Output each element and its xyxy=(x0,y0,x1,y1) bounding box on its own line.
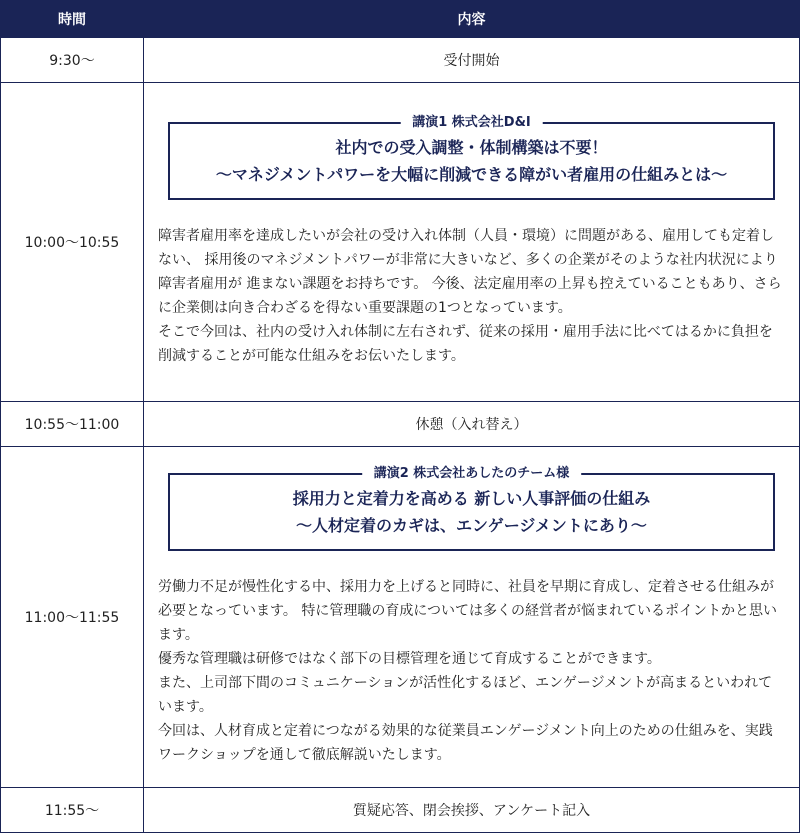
session2-para1: 労働力不足が慢性化する中、採用力を上げると同時に、社員を早期に育成し、定着させる仕組みが必要となっています。 特に管理職の育成については多くの経営者が悩まれているポイントかと思います。 xyxy=(158,578,778,643)
session1-time: 10:00～10:55 xyxy=(1,83,144,402)
session1-title-box xyxy=(168,114,775,200)
closing-time: 11:55～ xyxy=(1,788,144,833)
session1-label: 講演1 株式会社D&I xyxy=(400,114,543,132)
session2-time: 11:00～11:55 xyxy=(1,447,144,788)
closing-text: 質疑応答、閉会挨拶、アンケート記入 xyxy=(144,788,800,833)
reception-text: 受付開始 xyxy=(144,38,800,83)
session2-label: 講演2 株式会社あしたのチーム様 xyxy=(362,465,582,483)
session2-para4: 今回は、人材育成と定着につながる効果的な従業員エンゲージメント向上のための仕組みを、実践ワークショップを通して徹底解説いたします。 xyxy=(158,722,773,763)
header-content: 内容 xyxy=(144,1,800,38)
session2-title-box xyxy=(168,465,775,551)
row-closing xyxy=(1,788,800,833)
session2-para3: また、上司部下間のコミュニケーションが活性化するほど、エンゲージメントが高まるといわれています。 xyxy=(158,674,773,715)
header-time: 時間 xyxy=(1,1,144,38)
session1-cell xyxy=(144,83,800,402)
row-break xyxy=(1,402,800,447)
session2-title-line2: ～人材定着のカギは、エンゲージメントにあり～ xyxy=(296,515,647,535)
session1-title-line1: 社内での受入調整・体制構築は不要！ xyxy=(335,137,608,157)
row-reception xyxy=(1,38,800,83)
header-row xyxy=(1,1,800,38)
reception-time: 9:30～ xyxy=(1,38,144,83)
row-session2 xyxy=(1,447,800,788)
session2-para2: 優秀な管理職は研修ではなく部下の目標管理を通じて育成することができます。 xyxy=(158,650,661,667)
session2-cell xyxy=(144,447,800,788)
session1-title-line2: ～マネジメントパワーを大幅に削減できる障がい者雇用の仕組みとは～ xyxy=(215,164,728,184)
break-time: 10:55～11:00 xyxy=(1,402,144,447)
session1-para1: 障害者雇用率を達成したいが会社の受け入れ体制（人員・環境）に問題がある、雇用しても定着しない、 採用後のマネジメントパワーが非常に大きいなど、多くの企業がそのような社内状況により障害者雇用が 進まない課題をお持ちです。 今後、法定雇用率の上昇も控えていることもあり、さらに企業側は向き合わざるを得ない重要課題の1つとなっています。 xyxy=(158,227,782,316)
session2-title-line1: 採用力と定着力を高める 新しい人事評価の仕組み xyxy=(292,488,651,508)
session1-description xyxy=(158,224,785,368)
session2-description xyxy=(158,575,785,767)
row-session1 xyxy=(1,83,800,402)
session1-para2: そこで今回は、社内の受け入れ体制に左右されず、従来の採用・雇用手法に比べてはるかに負担を削減することが可能な仕組みをお伝いたします。 xyxy=(158,323,773,364)
break-text: 休憩（入れ替え） xyxy=(144,402,800,447)
